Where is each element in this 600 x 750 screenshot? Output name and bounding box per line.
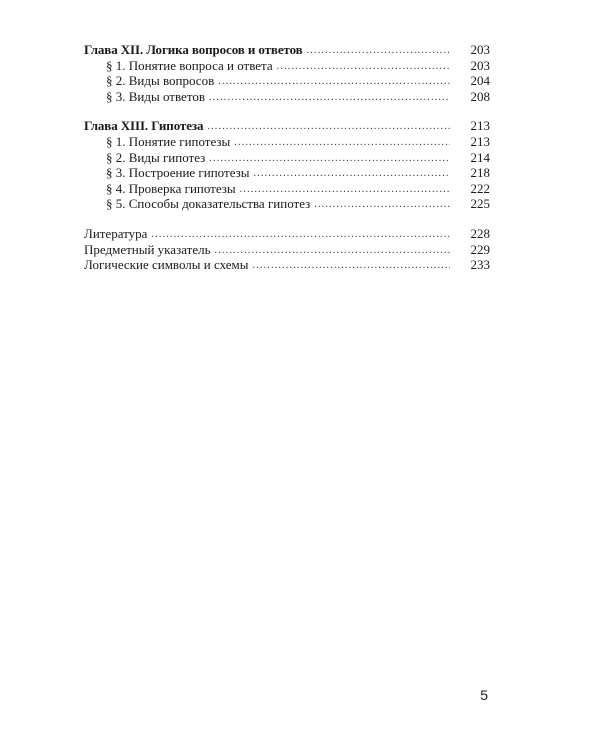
- leader-dots: [215, 243, 450, 259]
- toc-entry-backmatter: [84, 257, 490, 273]
- toc-entry-subsection: [84, 196, 490, 212]
- leader-dots: [254, 166, 451, 182]
- toc-entry-subsection: [84, 89, 490, 105]
- toc-section-chapter-12: [84, 42, 490, 104]
- toc-entry-label: § 3. Виды ответов: [106, 88, 205, 104]
- toc-entry-subsection: [84, 181, 490, 197]
- toc-entry-page: 208: [470, 88, 490, 104]
- page-number: 5: [480, 687, 488, 703]
- toc-entry-backmatter: [84, 226, 490, 242]
- toc-section-backmatter: [84, 226, 490, 273]
- toc-entry-page: 228: [470, 225, 490, 241]
- leader-dots: [209, 90, 450, 106]
- leader-dots: [314, 197, 450, 213]
- toc-entry-subsection: [84, 58, 490, 74]
- table-of-contents: [84, 42, 490, 287]
- toc-entry-label: Предметный указатель: [84, 241, 211, 257]
- toc-entry-page: 213: [470, 133, 490, 149]
- toc-entry-page: 213: [470, 118, 490, 134]
- toc-entry-subsection: [84, 165, 490, 181]
- toc-section-chapter-13: [84, 118, 490, 212]
- toc-entry-page: 214: [470, 149, 490, 165]
- leader-dots: [277, 59, 450, 75]
- toc-entry-page: 222: [470, 180, 490, 196]
- toc-entry-chapter: [84, 42, 490, 58]
- leader-dots: [307, 43, 450, 59]
- leader-dots: [234, 135, 450, 151]
- toc-entry-label: § 3. Построение гипотезы: [106, 165, 250, 181]
- toc-entry-label: § 1. Понятие гипотезы: [106, 133, 231, 149]
- leader-dots: [209, 151, 450, 167]
- leader-dots: [151, 227, 450, 243]
- toc-entry-page: 203: [470, 57, 490, 73]
- toc-entry-label: § 1. Понятие вопроса и ответа: [106, 57, 273, 73]
- toc-entry-label: Литература: [84, 225, 148, 241]
- toc-entry-backmatter: [84, 242, 490, 258]
- leader-dots: [207, 119, 450, 135]
- toc-entry-page: 229: [470, 241, 490, 257]
- toc-entry-label: § 2. Виды вопросов: [106, 73, 215, 89]
- toc-entry-label: Глава XIII. Гипотеза: [84, 118, 204, 134]
- toc-entry-label: § 5. Способы доказательства гипотез: [106, 196, 311, 212]
- toc-entry-subsection: [84, 73, 490, 89]
- toc-entry-subsection: [84, 150, 490, 166]
- toc-entry-page: 204: [470, 73, 490, 89]
- leader-dots: [253, 258, 451, 274]
- leader-dots: [218, 74, 450, 90]
- toc-entry-label: § 2. Виды гипотез: [106, 149, 206, 165]
- toc-entry-label: § 4. Проверка гипотезы: [106, 180, 236, 196]
- toc-entry-page: 218: [470, 165, 490, 181]
- toc-entry-label: Логические символы и схемы: [84, 257, 249, 273]
- toc-entry-page: 225: [470, 196, 490, 212]
- toc-entry-page: 203: [470, 42, 490, 57]
- leader-dots: [240, 182, 450, 198]
- toc-entry-page: 233: [470, 257, 490, 273]
- toc-entry-chapter: [84, 118, 490, 134]
- toc-entry-label: Глава XII. Логика вопросов и ответов: [84, 42, 303, 57]
- toc-entry-subsection: [84, 134, 490, 150]
